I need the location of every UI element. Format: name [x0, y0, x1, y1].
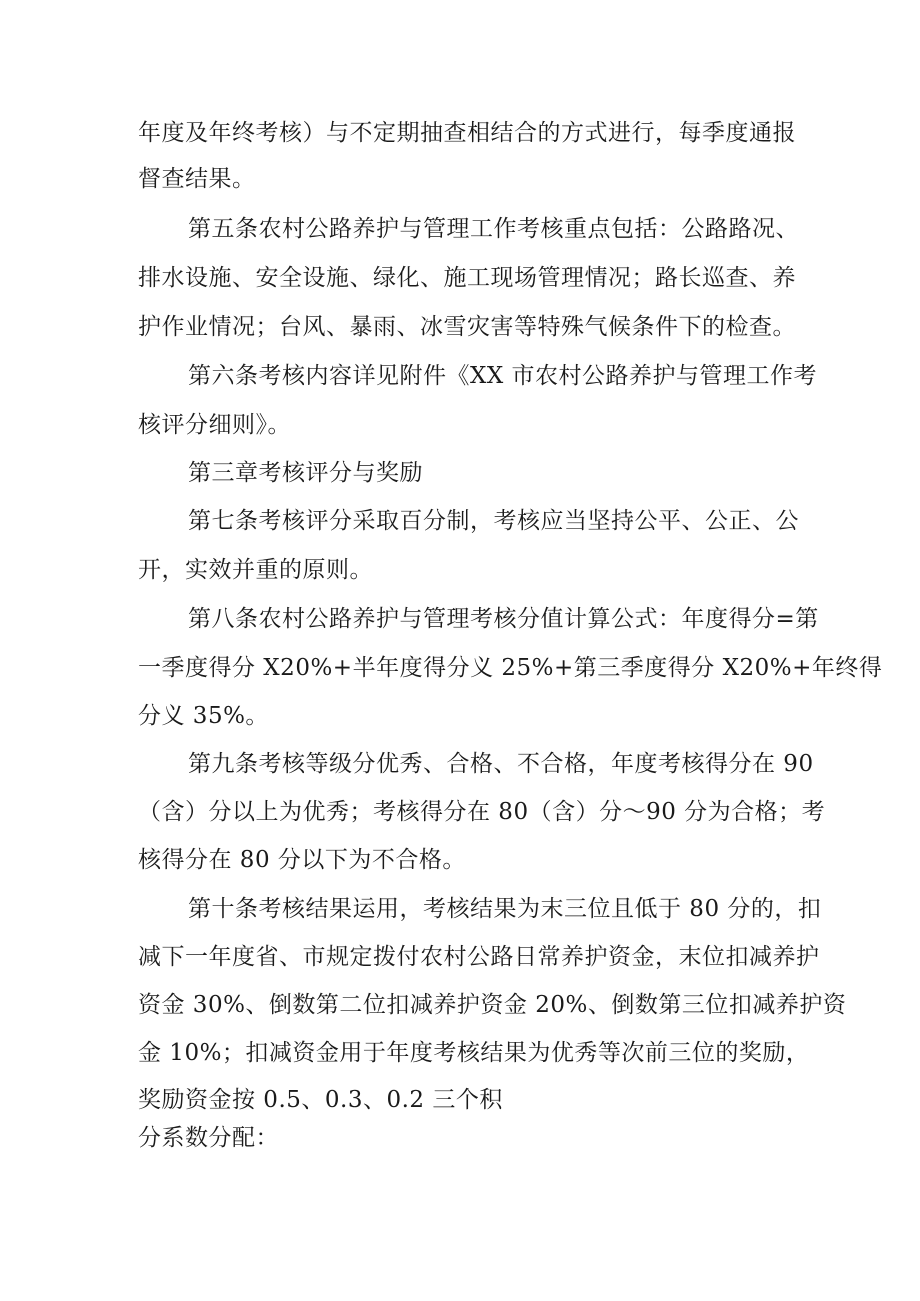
article-10-line-6: 分系数分配：	[138, 1125, 279, 1151]
article-10-line-4: 金 10%；扣减资金用于年度考核结果为优秀等次前三位的奖励，	[138, 1040, 810, 1066]
article-8-line-1: 第八条农村公路养护与管理考核分值计算公式：年度得分=第	[188, 606, 819, 632]
article-8-line-2: 一季度得分 X20%+半年度得分义 25%+第三季度得分 X20%+年终得	[138, 655, 883, 681]
article-10-line-3: 资金 30%、倒数第二位扣减养护资金 20%、倒数第三位扣减养护资	[138, 992, 847, 1018]
article-6-line-2: 核评分细则》。	[138, 412, 291, 438]
article-10-line-2: 减下一年度省、市规定拨付农村公路日常养护资金，末位扣减养护	[138, 944, 820, 970]
article-7-line-1: 第七条考核评分采取百分制，考核应当坚持公平、公正、公	[188, 508, 799, 534]
article-7-line-2: 开，实效并重的原则。	[138, 557, 373, 583]
article-5-line-2: 排水设施、安全设施、绿化、施工现场管理情况；路长巡查、养	[138, 265, 796, 291]
chapter-3-heading: 第三章考核评分与奖励	[188, 460, 423, 486]
article-5-line-1: 第五条农村公路养护与管理工作考核重点包括：公路路况、	[188, 216, 799, 242]
article-9-line-2: （含）分以上为优秀；考核得分在 80（含）分～90 分为合格；考	[138, 799, 826, 825]
paragraph-1-line-2: 督查结果。	[138, 166, 256, 192]
article-10-line-5: 奖励资金按 0.5、0.3、0.2 三个积	[138, 1087, 503, 1113]
article-6-line-1: 第六条考核内容详见附件《XX 市农村公路养护与管理工作考	[188, 363, 818, 389]
paragraph-1-line-1: 年度及年终考核）与不定期抽查相结合的方式进行，每季度通报	[138, 120, 796, 146]
article-9-line-3: 核得分在 80 分以下为不合格。	[138, 847, 466, 873]
article-10-line-1: 第十条考核结果运用，考核结果为末三位且低于 80 分的，扣	[188, 896, 822, 922]
article-9-line-1: 第九条考核等级分优秀、合格、不合格，年度考核得分在 90	[188, 751, 814, 777]
article-8-line-3: 分义 35%。	[138, 703, 269, 729]
article-5-line-3: 护作业情况；台风、暴雨、冰雪灾害等特殊气候条件下的检查。	[138, 314, 796, 340]
